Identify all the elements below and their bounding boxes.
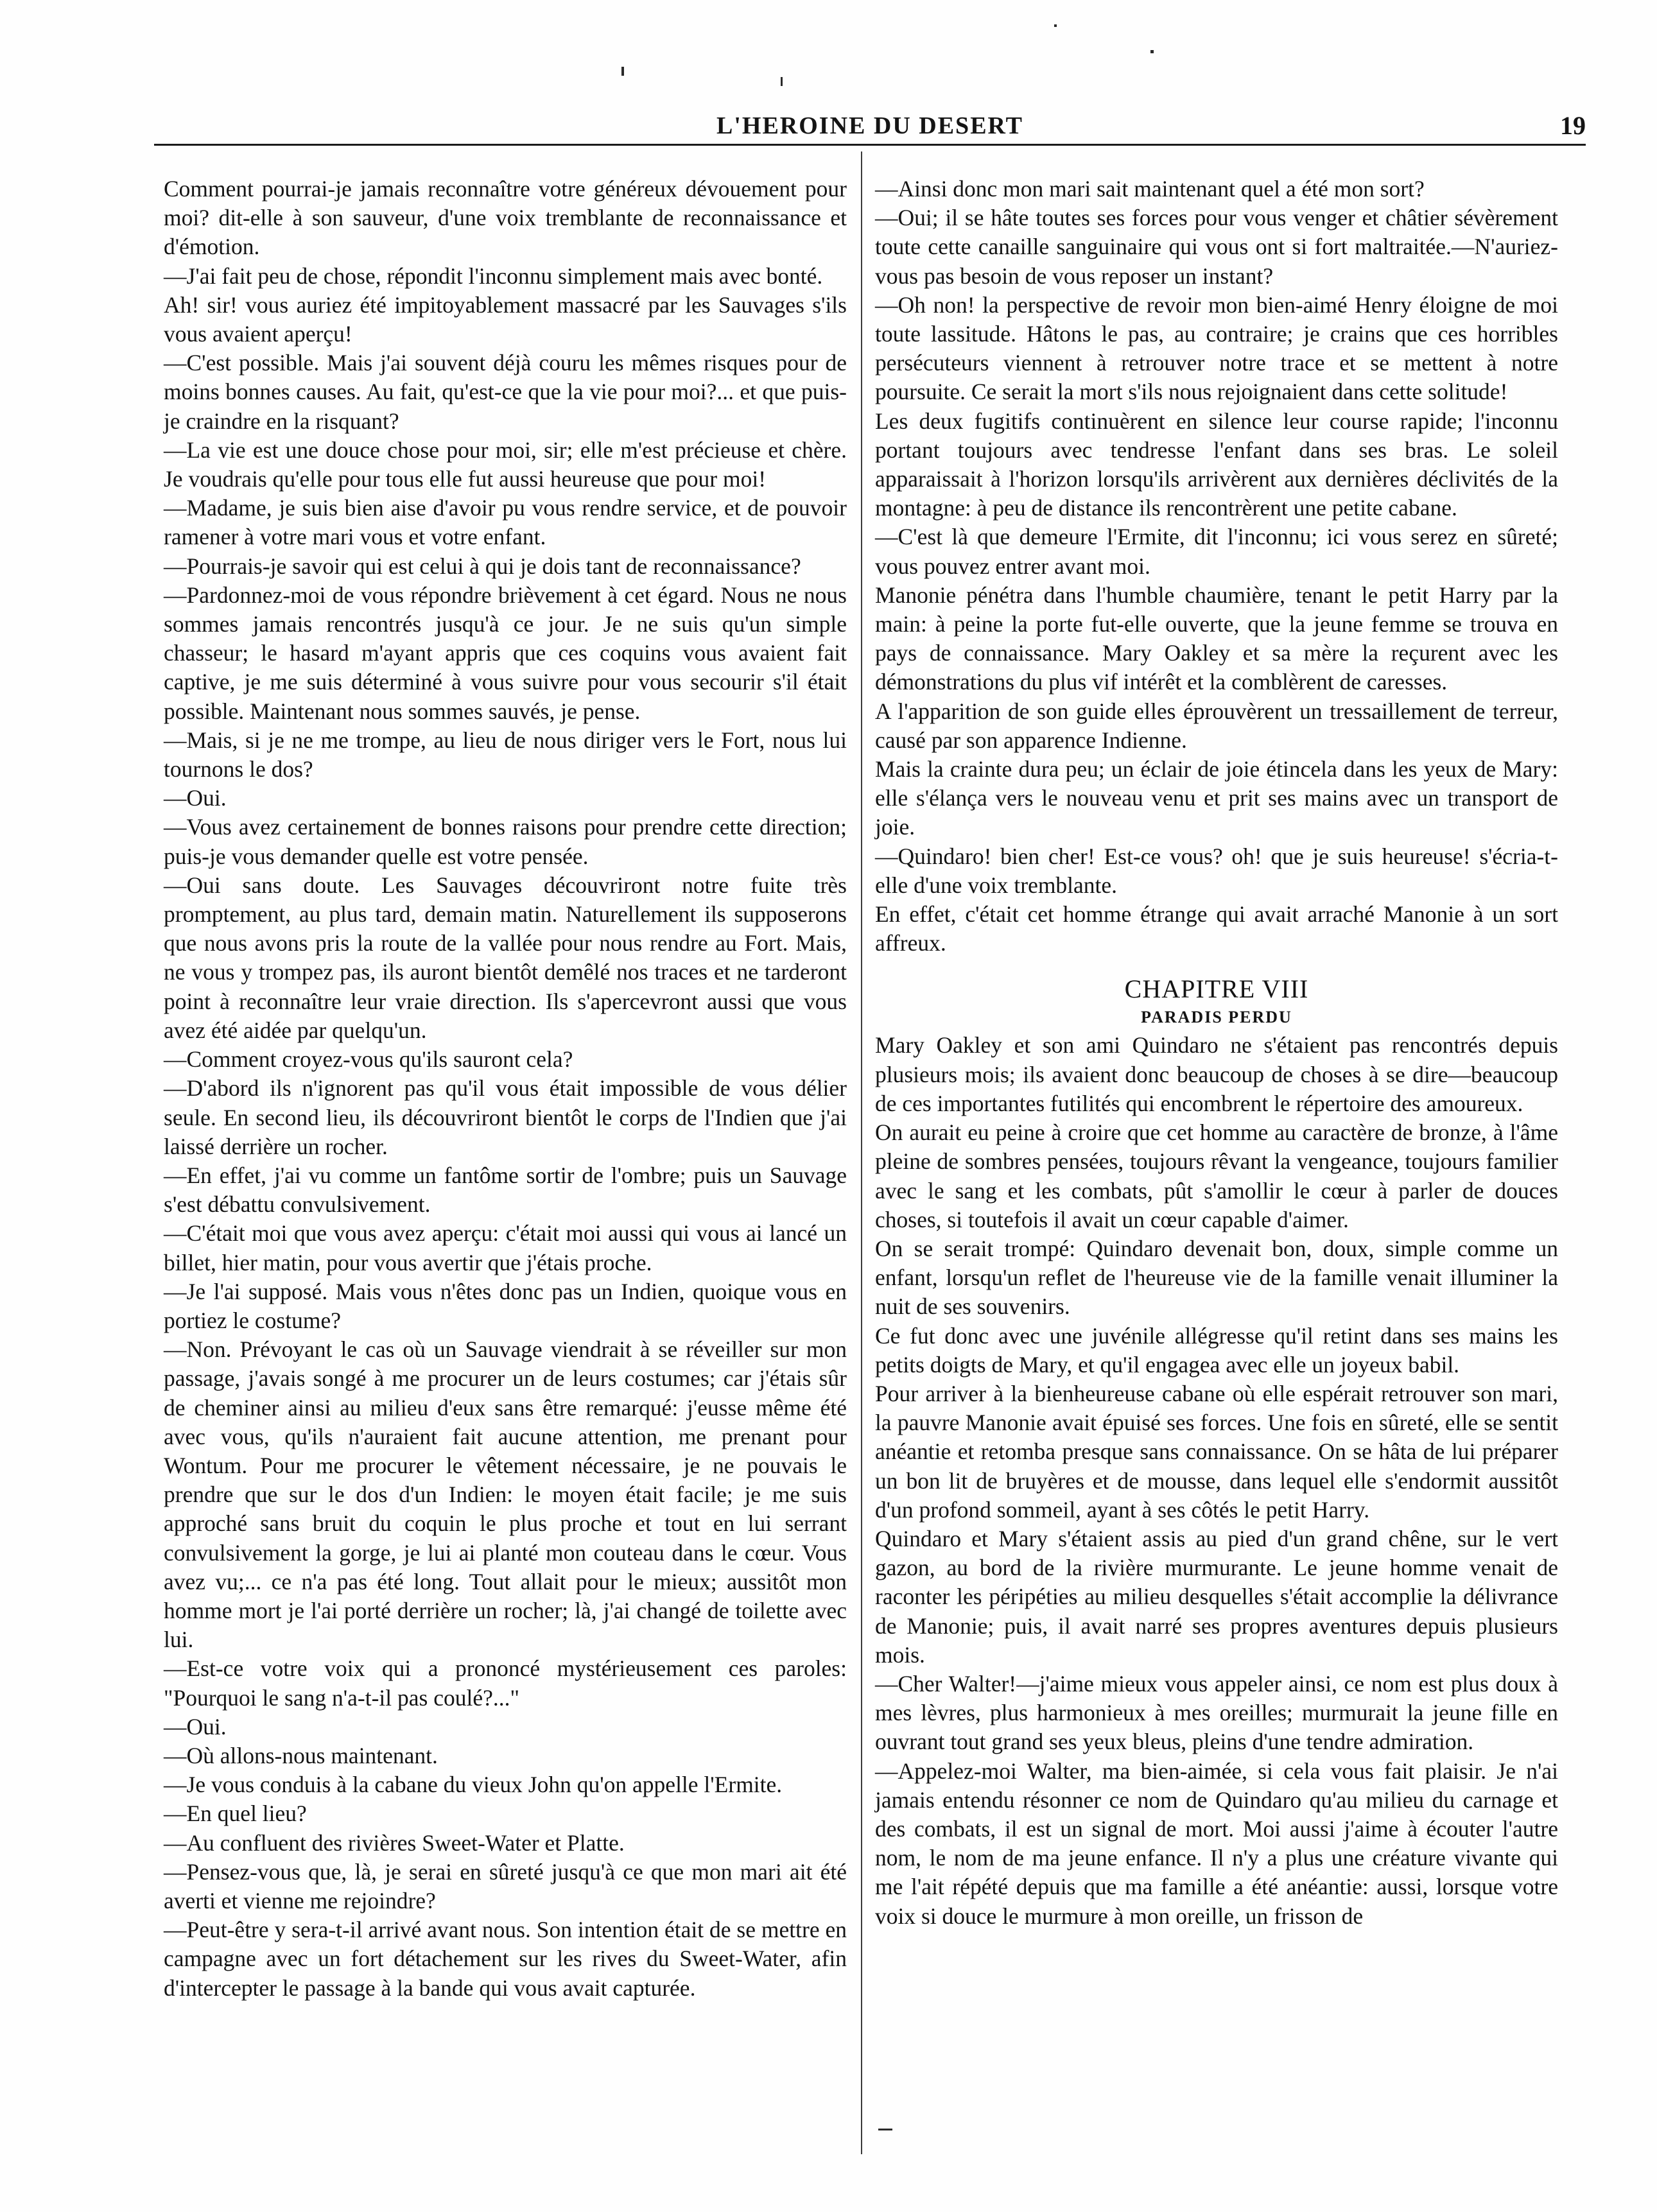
paragraph: —C'était moi que vous avez aperçu: c'était moi aussi qui vous ai lancé un billet, hier matin, pour vous avertir que j'étais proche. xyxy=(164,1220,847,1275)
paragraph: —Non. Prévoyant le cas où un Sauvage viendrait à se réveiller sur mon passage, j'avais songé à me procurer un de leurs costumes; car j'étais sûr de cheminer ainsi au milieu d'eux sans être remarqué: j'eusse même été avec vous, qu'ils n'auraient fait aucune attention, me prenant pour Wontum. Pour me procurer le vêtement nécessaire, je ne pouvais le prendre que sur le dos d'un Indien: le moyen était facile; je me suis approché sans bruit du coquin le plus proche et tout en lui serrant convulsivement la gorge, je lui ai planté mon couteau dans le cœur. Vous avez vu;... ce n'a pas été long. Tout allait pour le mieux; aussitôt mon homme mort je l'ai porté derrière un rocher; là, j'ai changé de toilette avec lui. xyxy=(164,1336,847,1653)
paragraph: Ah! sir! vous auriez été impitoyablement massacré par les Sauvages s'ils vous avaient aperçu! xyxy=(164,291,847,347)
chapter-subtitle: PARADIS PERDU xyxy=(1141,1008,1292,1027)
paragraph: —Pourrais-je savoir qui est celui à qui je dois tant de reconnaissance? xyxy=(164,553,801,579)
paragraph: On aurait eu peine à croire que cet homme au caractère de bronze, à l'âme pleine de sombres pensées, toujours rêvant la vengeance, toujours familier avec le sang et les combats, pût s'amollir le cœur à parler de douces choses, si toutefois il avait un cœur capable d'aimer. xyxy=(875,1119,1558,1232)
paragraph: —Pensez-vous que, là, je serai en sûreté jusqu'à ce que mon mari ait été averti et vienne me rejoindre? xyxy=(164,1858,847,1914)
scan-speck xyxy=(621,67,624,76)
chapter-title: CHAPITRE VIII xyxy=(1124,974,1309,1004)
paragraph: —Vous avez certainement de bonnes raisons pour prendre cette direction; puis-je vous demander quelle est votre pensée. xyxy=(164,814,847,869)
paragraph: —Mais, si je ne me trompe, au lieu de nous diriger vers le Fort, nous lui tournons le dos? xyxy=(164,727,847,782)
paragraph: Ce fut donc avec une juvénile allégresse qu'il retint dans ses mains les petits doigts de Mary, et qu'il engagea avec elle un joyeux babil. xyxy=(875,1322,1558,1378)
paragraph: —D'abord ils n'ignorent pas qu'il vous était impossible de vous délier seule. En second lieu, ils découvriront bientôt le corps de l'Indien que j'ai laissé derrière un rocher. xyxy=(164,1075,847,1159)
paragraph: —Cher Walter!—j'aime mieux vous appeler ainsi, ce nom est plus doux à mes lèvres, plus harmonieux à mes oreilles; murmurait la jeune fille en ouvrant tout grand ses yeux bleus, pleins d'une tendre admiration. xyxy=(875,1670,1558,1755)
paragraph: —Appelez-moi Walter, ma bien-aimée, si cela vous fait plaisir. Je n'ai jamais entendu résonner ce nom de Quindaro qu'au milieu du carnage et des combats, il est un signal de mort. Moi aussi j'aime à écouter l'autre nom, le nom de ma jeune enfance. Il n'y a plus une créature vivante qui me l'ait répété depuis que ma famille a été anéantie: aussi, lorsque votre voix si douce le murmure à mon oreille, un frisson de xyxy=(875,1758,1558,1929)
paragraph: —Est-ce votre voix qui a prononcé mystérieusement ces paroles: "Pourquoi le sang n'a-t-il pas coulé?..." xyxy=(164,1655,847,1711)
running-title: L'HEROINE DU DESERT xyxy=(716,112,1023,139)
scan-speck xyxy=(781,77,783,86)
paragraph: —Oui. xyxy=(164,785,227,811)
paragraph: Quindaro et Mary s'étaient assis au pied d'un grand chêne, sur le vert gazon, au bord de la rivière murmurante. Le jeune homme venait de raconter les péripéties au milieu desquelles s'était accomplie la délivrance de Manonie; puis, il avait narré ses propres aventures depuis plusieurs mois. xyxy=(875,1525,1558,1668)
paragraph: —C'est là que demeure l'Ermite, dit l'inconnu; ici vous serez en sûreté; vous pouvez entrer avant moi. xyxy=(875,524,1558,579)
page-number: 19 xyxy=(1560,111,1586,140)
scan-speck xyxy=(1054,24,1057,27)
left-column xyxy=(164,175,847,2003)
paragraph: —Oui. xyxy=(164,1713,227,1740)
paragraph: —J'ai fait peu de chose, répondit l'inconnu simplement mais avec bonté. xyxy=(164,263,823,289)
scan-speck xyxy=(878,2129,892,2130)
paragraph: En effet, c'était cet homme étrange qui avait arraché Manonie à un sort affreux. xyxy=(875,901,1558,956)
paragraph: On se serait trompé: Quindaro devenait bon, doux, simple comme un enfant, lorsqu'un reflet de l'heureuse vie de la famille venait illuminer la nuit de ses souvenirs. xyxy=(875,1235,1558,1320)
paragraph: —La vie est une douce chose pour moi, sir; elle m'est précieuse et chère. Je voudrais qu'elle pour tous elle fut aussi heureuse que pour moi! xyxy=(164,436,847,492)
paragraph: —Où allons-nous maintenant. xyxy=(164,1742,438,1768)
paragraph: —Je vous conduis à la cabane du vieux John qu'on appelle l'Ermite. xyxy=(164,1772,783,1798)
paragraph: A l'apparition de son guide elles éprouvèrent un tressaillement de terreur, causé par son apparence Indienne. xyxy=(875,698,1558,753)
paragraph: —Peut-être y sera-t-il arrivé avant nous. Son intention était de se mettre en campagne avec un fort détachement sur les rives du Sweet-Water, afin d'intercepter le passage à la bande qui vous avait capturée. xyxy=(164,1917,847,2001)
paragraph: Mary Oakley et son ami Quindaro ne s'étaient pas rencontrés depuis plusieurs mois; ils avaient donc beaucoup de choses à se dire—beaucoup de ces importantes futilités qui encombrent le répertoire des amoureux. xyxy=(875,1032,1558,1116)
paragraph: —Oui sans doute. Les Sauvages découvriront notre fuite très promptement, au plus tard, demain matin. Naturellement ils supposerons que nous avons pris la route de la vallée pour nous rendre au Fort. Mais, ne vous y trompez pas, ils auront bientôt demêlé nos traces et ne tarderont point à reconnaître leur vraie direction. Ils s'apercevront aussi que vous avez été aidée par quelqu'un. xyxy=(164,872,847,1043)
paragraph: —Au confluent des rivières Sweet-Water et Platte. xyxy=(164,1829,625,1856)
paragraph: —Oui; il se hâte toutes ses forces pour vous venger et châtier sévèrement toute cette canaille sanguinaire qui vous ont si fort maltraitée.—N'auriez-vous pas besoin de vous reposer un instant? xyxy=(875,205,1558,289)
paragraph: —Oh non! la perspective de revoir mon bien-aimé Henry éloigne de moi toute lassitude. Hâtons le pas, au contraire; je crains que ces horribles persécuteurs viennent à retrouver notre trace et se mettent à notre poursuite. Ce serait la mort s'ils nous rejoignaient dans cette solitude! xyxy=(875,291,1558,405)
page-header xyxy=(154,108,1586,146)
right-column xyxy=(875,175,1558,1931)
column-divider xyxy=(861,151,862,2154)
paragraph: Mais la crainte dura peu; un éclair de joie étincela dans les yeux de Mary: elle s'élança vers le nouveau venu et prit ses mains avec un transport de joie. xyxy=(875,756,1558,840)
paragraph: —Madame, je suis bien aise d'avoir pu vous rendre service, et de pouvoir ramener à votre mari vous et votre enfant. xyxy=(164,495,847,550)
paragraph: Manonie pénétra dans l'humble chaumière, tenant le petit Harry par la main: à peine la porte fut-elle ouverte, que la jeune femme se trouva en pays de connaissance. Mary Oakley et sa mère la reçurent avec les démonstrations du plus vif intérêt et la comblèrent de caresses. xyxy=(875,582,1558,695)
paragraph: —Ainsi donc mon mari sait maintenant quel a été mon sort? xyxy=(875,176,1425,202)
paragraph: Pour arriver à la bienheureuse cabane où elle espérait retrouver son mari, la pauvre Manonie avait épuisé ses forces. Une fois en sûreté, elle se sentit anéantie et retomba presque sans connaissance. On se hâta de lui préparer un bon lit de bruyères et de mousse, dans lequel elle s'endormit aussitôt d'un profond sommeil, ayant à ses côtés le petit Harry. xyxy=(875,1380,1558,1523)
scan-speck xyxy=(1150,50,1154,53)
paragraph: Comment pourrai-je jamais reconnaître votre généreux dévouement pour moi? dit-elle à son sauveur, d'une voix tremblante de reconnaissance et d'émotion. xyxy=(164,176,847,260)
paragraph: —En effet, j'ai vu comme un fantôme sortir de l'ombre; puis un Sauvage s'est débattu convulsivement. xyxy=(164,1162,847,1218)
paragraph: —Pardonnez-moi de vous répondre brièvement à cet égard. Nous ne nous sommes jamais rencontrés jusqu'à ce jour. Je ne suis qu'un simple chasseur; le hasard m'ayant appris que ces coquins vous avaient fait captive, je me suis déterminé à vous suivre pour vous secourir s'il était possible. Maintenant nous sommes sauvés, je pense. xyxy=(164,582,847,724)
paragraph: Les deux fugitifs continuèrent en silence leur course rapide; l'inconnu portant toujours avec tendresse l'enfant dans ses bras. Le soleil apparaissait à l'horizon lorsqu'ils arrivèrent aux dernières déclivités de la montagne: à peu de distance ils rencontrèrent une petite cabane. xyxy=(875,408,1558,521)
paragraph: —En quel lieu? xyxy=(164,1801,307,1827)
paragraph: —Quindaro! bien cher! Est-ce vous? oh! que je suis heureuse! s'écria-t-elle d'une voix tremblante. xyxy=(875,843,1558,898)
paragraph: —Je l'ai supposé. Mais vous n'êtes donc pas un Indien, quoique vous en portiez le costume? xyxy=(164,1278,847,1333)
paragraph: —Comment croyez-vous qu'ils sauront cela? xyxy=(164,1046,573,1073)
paragraph: —C'est possible. Mais j'ai souvent déjà couru les mêmes risques pour de moins bonnes causes. Au fait, qu'est-ce que la vie pour moi?... et que puis-je craindre en la risquant? xyxy=(164,350,847,434)
